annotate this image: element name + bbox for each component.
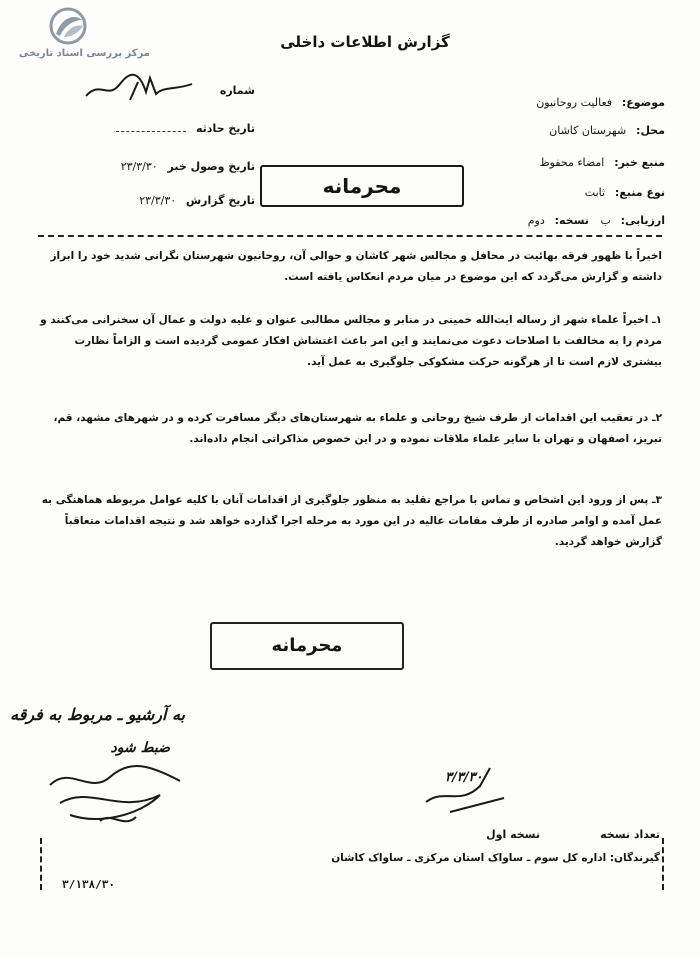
evaluation-field: ارزیابی: ب نسخه: دوم — [527, 214, 665, 227]
confidential-stamp-text: محرمانه — [322, 174, 402, 198]
paragraph-1: ۱ـ اخیراً علماء شهر از رساله ایت‌الله خمینی در منابر و مجالس مطالبی عنوان و علیه دولت و عمال آن سخنرانی می‌کنند و مردم را به مخالفت با اصلاحات دعوت می‌نمایند و این امر باعث اغتشاش افکار عمومی گردیده است و الزاماً نظارت بیشتری لازم است تا از هرگونه حرکت مشکوکی جلوگیری به عمل آید. — [40, 314, 662, 368]
source-type-field: نوع منبع: ثابت — [584, 186, 665, 199]
confidential-stamp-top — [260, 165, 464, 207]
paragraph-3: ۳ـ پس از ورود این اشخاص و تماس با مراجع تقلید به منظور جلوگیری از اقدامات آنان با کلیه عوامل مربوطه هماهنگی به عمل آمده و اوامر صادره از طرف مقامات عالیه در این مورد به مرحله اجرا گذارده خواهد شد و نتیجه اقدامات متعاقباً گزارش خواهد گردید. — [41, 494, 662, 548]
subject-value: فعالیت روحانیون — [536, 96, 613, 109]
number-handwriting-scribble — [80, 70, 200, 106]
paragraph-intro: اخیراً با ظهور فرقه بهائیت در محافل و مجالس شهر کاشان و حوالی آن، روحانیون شهرستان نگرانی شدید خود را ابراز داشته و گزارش می‌گردد که این موضوع در میان مردم انعکاس یافته است. — [50, 250, 662, 283]
source-type-label: نوع منبع — [619, 186, 665, 199]
report-date-value: ۲۳/۳/۳۰ — [139, 194, 177, 207]
number-label: شماره — [219, 84, 255, 97]
subject-label: موضوع — [626, 96, 665, 109]
watermark-caption: مرکز بررسی اسناد تاریخی — [18, 48, 150, 59]
received-date-label: تاریخ وصول خبر — [167, 160, 255, 173]
copy-label: نسخه — [559, 214, 589, 227]
handwritten-signature-scribble — [40, 755, 190, 835]
paragraph-2: ۲ـ در تعقیب این اقدامات از طرف شیخ روحانی و علماء به شهرستان‌های دیگر مسافرت کرده و در شهرهای مشهد، قم، تبریز، اصفهان و تهران با سایر علماء ملاقات نموده و در این خصوص مذاکراتی انجام داده‌اند. — [53, 412, 662, 445]
evaluation-value: ب — [600, 214, 611, 227]
event-date-field — [95, 122, 255, 135]
subject-field: موضوع: فعالیت روحانیون — [536, 96, 665, 109]
signature-icon — [420, 758, 510, 818]
archive-logo-icon — [46, 6, 90, 46]
handwritten-note-archive: به آرشیو ـ مربوط به فرقه — [10, 705, 185, 724]
source-value: امضاء محفوظ — [539, 156, 605, 169]
source-label: منبع خبر — [618, 156, 665, 169]
copies-first-label: نسخه اول — [486, 828, 540, 841]
handwritten-note-file: ضبط شود — [110, 740, 170, 756]
confidential-stamp-bottom-text: محرمانه — [271, 635, 343, 656]
source-type-value: ثابت — [584, 186, 606, 199]
source-field: منبع خبر: امضاء محفوظ — [539, 156, 665, 169]
place-value: شهرستان کاشان — [549, 124, 627, 137]
evaluation-label: ارزیابی — [625, 214, 665, 227]
received-date-value: ۲۳/۳/۳۰ — [120, 160, 158, 173]
recipients-line: گیرندگان: اداره کل سوم ـ ساواک استان مرکزی ـ ساواک کاشان — [331, 852, 660, 864]
document-number: ۳/۱۳۸/۳۰ — [62, 878, 115, 891]
place-label: محل — [640, 124, 665, 137]
report-date-field — [70, 194, 255, 207]
event-date-label: تاریخ حادثه — [196, 122, 255, 135]
header-divider — [38, 235, 662, 237]
place-field: محل: شهرستان کاشان — [549, 124, 665, 137]
copy-value: دوم — [527, 214, 545, 227]
signature-date: ۳/۳/۳۰ — [445, 770, 483, 785]
received-date-field — [70, 160, 255, 173]
copies-count-label: تعداد نسخه — [600, 828, 660, 841]
report-title: گزارش اطلاعات داخلی — [280, 33, 450, 51]
confidential-stamp-bottom — [210, 622, 404, 670]
report-date-label: تاریخ گزارش — [185, 194, 255, 207]
watermark-logo — [10, 6, 160, 66]
recipients-bracket — [40, 838, 664, 890]
